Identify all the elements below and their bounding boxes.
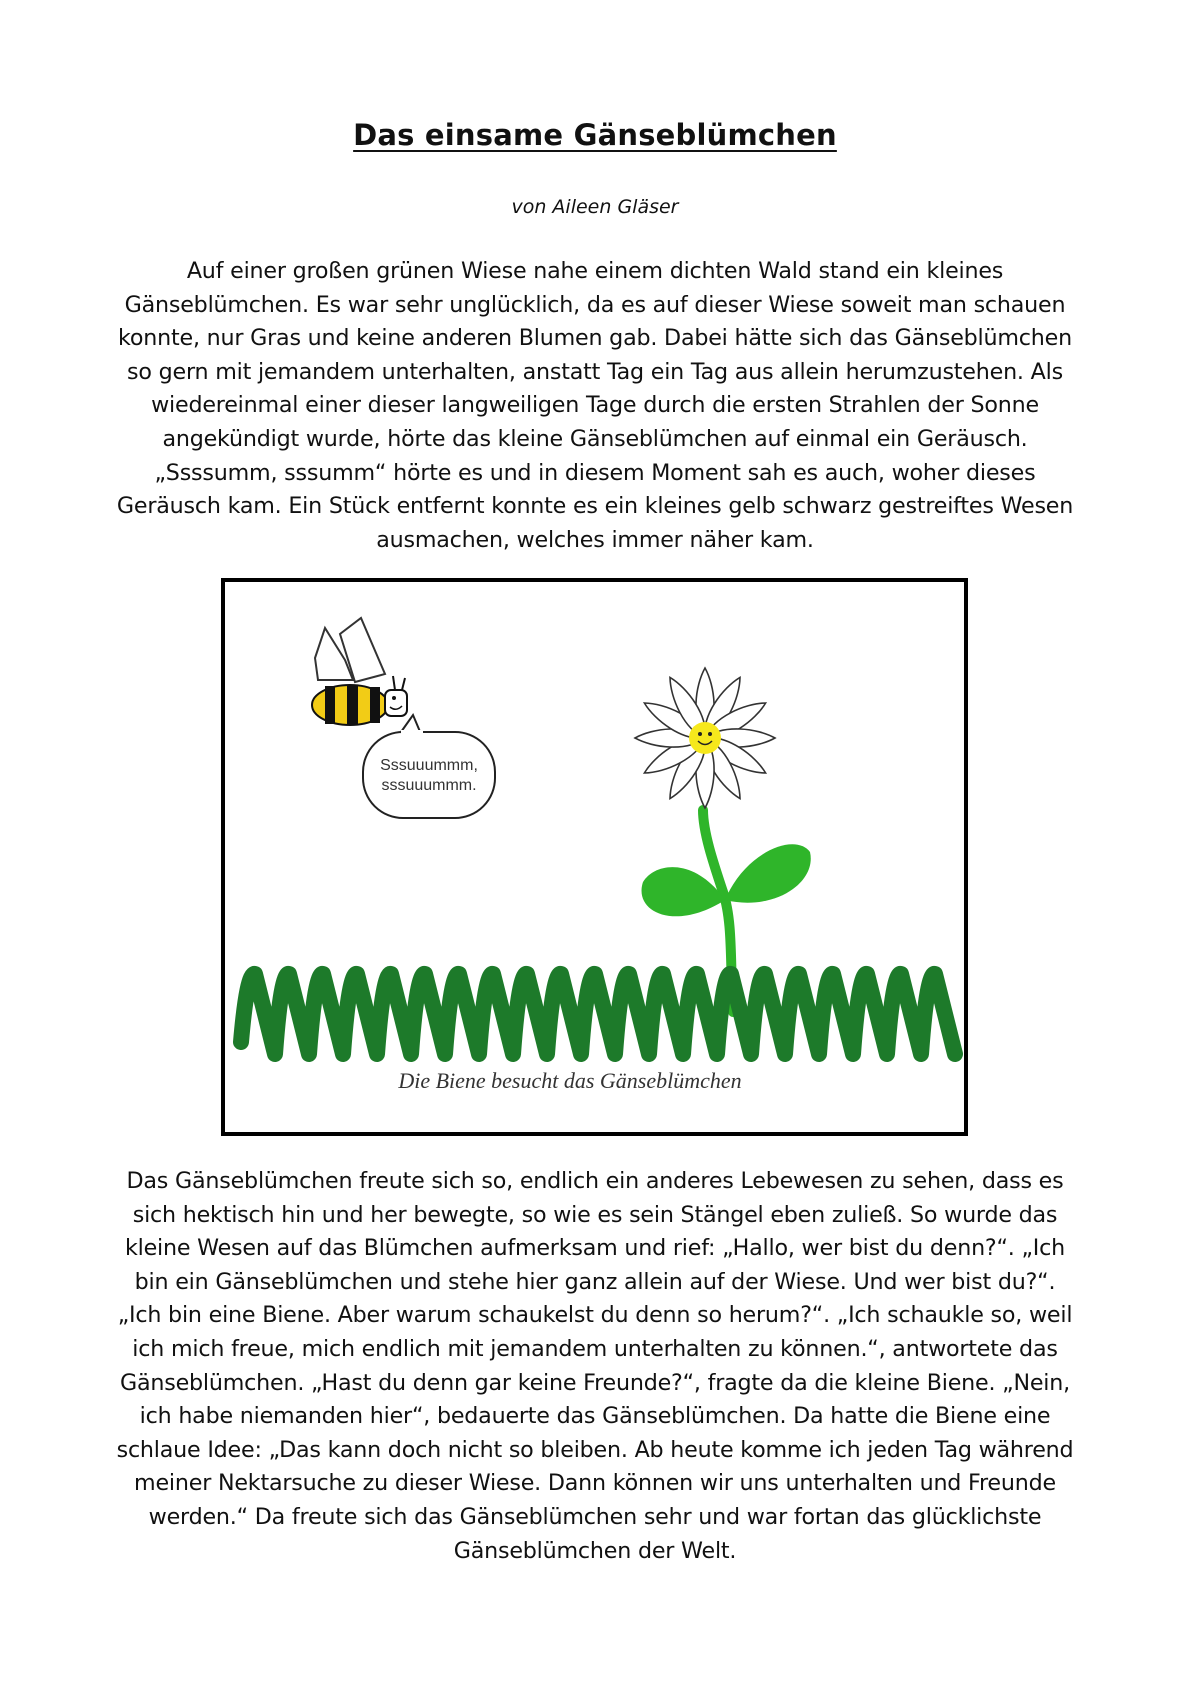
daisy-eye-right xyxy=(708,732,712,736)
speech-bubble-gap xyxy=(401,730,423,736)
story-illustration xyxy=(221,578,968,1136)
bee-eye xyxy=(392,696,396,700)
bee-antenna-1 xyxy=(393,676,395,690)
bee-drawing xyxy=(312,618,407,725)
story-paragraph-1: Auf einer großen grünen Wiese nahe einem dichten Wald stand ein kleines Gänseblümchen. Es war sehr unglücklich, da es auf dieser Wiese soweit man schauen konnte, nur Gras und keine anderen Blumen gab. Dabei hätte sich das Gänseblümchen so gern mit jemandem unterhalten, anstatt Tag ein Tag aus allein herumzustehen. Als wiedereinmal einer dieser langweiligen Tage durch die ersten Strahlen der Sonne angekündigt wurde, hörte das kleine Gänseblümchen auf einmal ein Geräusch. „Ssssumm, sssumm“ hörte es und in diesem Moment sah es auch, woher dieses Geräusch kam. Ein Stück entfernt konnte es ein kleines gelb schwarz gestreiftes Wesen ausmachen, welches immer näher kam. xyxy=(116,258,1074,553)
daisy-drawing xyxy=(635,668,811,1012)
illustration-caption: Die Biene besucht das Gänseblümchen xyxy=(398,1068,742,1093)
speech-bubble-line-2: sssuuummm. xyxy=(381,777,477,794)
daisy-leaf-right xyxy=(725,844,811,902)
bee-stripe-1 xyxy=(325,686,335,724)
illustration-drawing xyxy=(225,582,964,1132)
story-paragraph-2: Das Gänseblümchen freute sich so, endlich ein anderes Lebewesen zu sehen, dass es sich hektisch hin und her bewegte, so wie es sein Stängel eben zuließ. So wurde das kleine Wesen auf das Blümchen aufmerksam und rief: „Hallo, wer bist du denn?“. „Ich bin ein Gänseblümchen und stehe hier ganz allein auf der Wiese. Und wer bist du?“. „Ich bin eine Biene. Aber warum schaukelst du denn so herum?“. „Ich schaukle so, weil ich mich freue, mich endlich mit jemandem unterhalten zu können.“, antwortete das Gänseblümchen. „Hast du denn gar keine Freunde?“, fragte da die kleine Biene. „Nein, ich habe niemanden hier“, bedauerte das Gänseblümchen. Da hatte die Biene eine schlaue Idee: „Das kann doch nicht so bleiben. Ab heute komme ich jeden Tag während meiner Nektarsuche zu dieser Wiese. Dann können wir uns unterhalten und Freunde werden.“ Da freute sich das Gänseblümchen sehr und war fortan das glücklichste Gänseblümchen der Welt. xyxy=(116,1168,1074,1564)
speech-bubble xyxy=(363,715,495,818)
author-line: von Aileen Gläser xyxy=(511,196,679,218)
daisy-center xyxy=(689,722,721,754)
bee-stripe-3 xyxy=(370,687,380,723)
grass-zigzag xyxy=(241,974,955,1054)
speech-bubble-body xyxy=(363,732,495,818)
story-title: Das einsame Gänseblümchen xyxy=(353,118,837,152)
bee-head xyxy=(385,690,407,716)
bee-antenna-2 xyxy=(402,678,405,690)
daisy-eye-left xyxy=(698,732,702,736)
speech-bubble-line-1: Sssuuummm, xyxy=(380,757,478,774)
bee-stripe-2 xyxy=(347,685,358,725)
